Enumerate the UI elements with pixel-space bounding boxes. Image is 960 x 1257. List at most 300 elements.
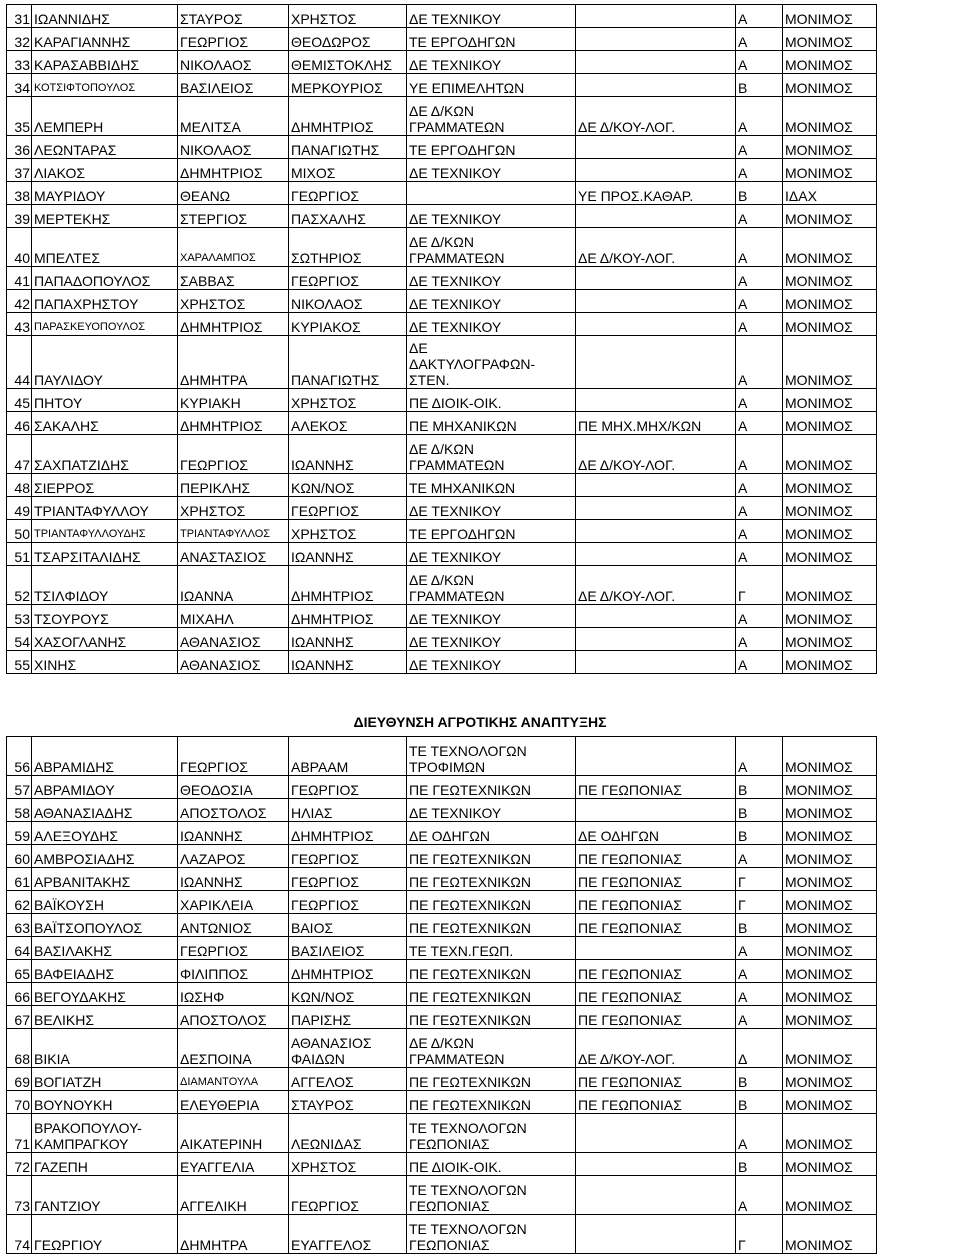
cell-branch: ΤΕ ΤΕΧΝΟΛΟΓΩΝ ΤΡΟΦΙΜΩΝ — [407, 737, 576, 776]
cell-status: ΜΟΝΙΜΟΣ — [783, 435, 877, 474]
cell-father: ΙΩΑΝΝΗΣ — [289, 628, 407, 651]
cell-no: 65 — [7, 960, 32, 983]
table-row — [7, 97, 877, 136]
cell-grade: Α — [736, 520, 783, 543]
cell-no: 61 — [7, 868, 32, 891]
cell-surname: ΚΑΡΑΣΑΒΒΙΔΗΣ — [32, 51, 178, 74]
cell-surname: ΤΣΑΡΣΙΤΑΛΙΔΗΣ — [32, 543, 178, 566]
cell-status: ΜΟΝΙΜΟΣ — [783, 566, 877, 605]
table-row — [7, 267, 877, 290]
cell-father: ΔΗΜΗΤΡΙΟΣ — [289, 566, 407, 605]
cell-grade: Α — [736, 845, 783, 868]
staff-table-2 — [6, 736, 877, 1254]
cell-surname: ΒΙΚΙΑ — [32, 1029, 178, 1068]
cell-father: ΛΕΩΝΙΔΑΣ — [289, 1114, 407, 1153]
cell-spec: ΠΕ ΓΕΩΠΟΝΙΑΣ — [576, 868, 736, 891]
table-row — [7, 1006, 877, 1029]
cell-name: ΑΠΟΣΤΟΛΟΣ — [178, 799, 289, 822]
cell-no: 71 — [7, 1114, 32, 1153]
cell-surname: ΧΙΝΗΣ — [32, 651, 178, 674]
cell-grade: Β — [736, 914, 783, 937]
cell-name: ΒΑΣΙΛΕΙΟΣ — [178, 74, 289, 97]
cell-surname: ΤΡΙΑΝΤΑΦΥΛΛΟΥΔΗΣ — [32, 520, 178, 543]
cell-father: ΑΓΓΕΛΟΣ — [289, 1068, 407, 1091]
cell-no: 72 — [7, 1153, 32, 1176]
cell-no: 43 — [7, 313, 32, 336]
table-row — [7, 605, 877, 628]
cell-father: ΝΙΚΟΛΑΟΣ — [289, 290, 407, 313]
cell-surname: ΓΕΩΡΓΙΟΥ — [32, 1215, 178, 1254]
cell-surname: ΑΒΡΑΜΙΔΟΥ — [32, 776, 178, 799]
cell-grade: Α — [736, 97, 783, 136]
section-heading: ΔΙΕΥΘΥΝΣΗ ΑΓΡΟΤΙΚΗΣ ΑΝΑΠΤΥΞΗΣ — [353, 714, 607, 730]
cell-name: ΝΙΚΟΛΑΟΣ — [178, 136, 289, 159]
cell-no: 59 — [7, 822, 32, 845]
cell-surname: ΤΣΟΥΡΟΥΣ — [32, 605, 178, 628]
cell-grade: Β — [736, 799, 783, 822]
cell-branch: ΠΕ ΓΕΩΤΕΧΝΙΚΩΝ — [407, 914, 576, 937]
cell-status: ΜΟΝΙΜΟΣ — [783, 960, 877, 983]
cell-branch: ΥΕ ΕΠΙΜΕΛΗΤΩΝ — [407, 74, 576, 97]
cell-surname: ΠΑΠΑΧΡΗΣΤΟΥ — [32, 290, 178, 313]
cell-father: ΑΛΕΚΟΣ — [289, 412, 407, 435]
cell-grade: Γ — [736, 868, 783, 891]
cell-father: ΠΑΝΑΓΙΩΤΗΣ — [289, 336, 407, 389]
cell-spec: ΠΕ ΓΕΩΠΟΝΙΑΣ — [576, 983, 736, 1006]
table-row — [7, 776, 877, 799]
cell-spec — [576, 605, 736, 628]
cell-father: ΠΑΣΧΑΛΗΣ — [289, 205, 407, 228]
cell-branch: ΔΕ ΤΕΧΝΙΚΟΥ — [407, 159, 576, 182]
cell-branch: ΔΕ ΤΕΧΝΙΚΟΥ — [407, 651, 576, 674]
table-row — [7, 182, 877, 205]
cell-father: ΔΗΜΗΤΡΙΟΣ — [289, 960, 407, 983]
cell-branch: ΔΕ ΤΕΧΝΙΚΟΥ — [407, 205, 576, 228]
cell-spec — [576, 389, 736, 412]
cell-status: ΜΟΝΙΜΟΣ — [783, 474, 877, 497]
cell-grade: Β — [736, 822, 783, 845]
cell-surname: ΒΑΣΙΛΑΚΗΣ — [32, 937, 178, 960]
cell-grade: Α — [736, 267, 783, 290]
cell-grade: Α — [736, 737, 783, 776]
cell-status: ΜΟΝΙΜΟΣ — [783, 1215, 877, 1254]
cell-no: 45 — [7, 389, 32, 412]
cell-no: 41 — [7, 267, 32, 290]
cell-no: 55 — [7, 651, 32, 674]
cell-spec — [576, 51, 736, 74]
cell-grade: Α — [736, 983, 783, 1006]
cell-surname: ΒΡΑΚΟΠΟΥΛΟΥ- ΚΑΜΠΡΑΓΚΟΥ — [32, 1114, 178, 1153]
cell-grade: Β — [736, 1091, 783, 1114]
cell-name: ΚΥΡΙΑΚΗ — [178, 389, 289, 412]
cell-father: ΑΒΡΑΑΜ — [289, 737, 407, 776]
cell-name: ΑΓΓΕΛΙΚΗ — [178, 1176, 289, 1215]
cell-grade: Α — [736, 336, 783, 389]
cell-surname: ΜΕΡΤΕΚΗΣ — [32, 205, 178, 228]
cell-surname: ΣΙΕΡΡΟΣ — [32, 474, 178, 497]
cell-no: 49 — [7, 497, 32, 520]
cell-no: 73 — [7, 1176, 32, 1215]
cell-spec: ΠΕ ΓΕΩΠΟΝΙΑΣ — [576, 1068, 736, 1091]
cell-grade: Α — [736, 389, 783, 412]
cell-name: ΑΙΚΑΤΕΡΙΝΗ — [178, 1114, 289, 1153]
table-row — [7, 799, 877, 822]
table-row — [7, 983, 877, 1006]
table-row — [7, 566, 877, 605]
cell-name: ΘΕΑΝΩ — [178, 182, 289, 205]
cell-surname: ΑΘΑΝΑΣΙΑΔΗΣ — [32, 799, 178, 822]
cell-no: 67 — [7, 1006, 32, 1029]
cell-branch: ΔΕ ΤΕΧΝΙΚΟΥ — [407, 51, 576, 74]
cell-surname: ΛΕΩΝΤΑΡΑΣ — [32, 136, 178, 159]
cell-no: 46 — [7, 412, 32, 435]
cell-surname: ΜΑΥΡΙΔΟΥ — [32, 182, 178, 205]
cell-branch: ΤΕ ΕΡΓΟΔΗΓΩΝ — [407, 136, 576, 159]
cell-father: ΔΗΜΗΤΡΙΟΣ — [289, 605, 407, 628]
table-row — [7, 389, 877, 412]
cell-status: ΜΟΝΙΜΟΣ — [783, 937, 877, 960]
cell-spec: ΠΕ ΓΕΩΠΟΝΙΑΣ — [576, 1006, 736, 1029]
table-row — [7, 891, 877, 914]
cell-spec — [576, 74, 736, 97]
cell-spec: ΔΕ ΟΔΗΓΩΝ — [576, 822, 736, 845]
table-row — [7, 412, 877, 435]
cell-status: ΜΟΝΙΜΟΣ — [783, 74, 877, 97]
table-row — [7, 28, 877, 51]
table-row — [7, 313, 877, 336]
cell-father: ΓΕΩΡΓΙΟΣ — [289, 845, 407, 868]
cell-name: ΙΩΑΝΝΑ — [178, 566, 289, 605]
cell-father: ΚΥΡΙΑΚΟΣ — [289, 313, 407, 336]
cell-surname: ΠΑΡΑΣΚΕΥΟΠΟΥΛΟΣ — [32, 313, 178, 336]
cell-grade: Γ — [736, 566, 783, 605]
cell-status: ΜΟΝΙΜΟΣ — [783, 628, 877, 651]
cell-surname: ΙΩΑΝΝΙΔΗΣ — [32, 5, 178, 28]
cell-spec — [576, 543, 736, 566]
cell-grade: Α — [736, 435, 783, 474]
cell-grade: Α — [736, 290, 783, 313]
cell-status: ΜΟΝΙΜΟΣ — [783, 1153, 877, 1176]
cell-no: 31 — [7, 5, 32, 28]
cell-name: ΑΝΑΣΤΑΣΙΟΣ — [178, 543, 289, 566]
cell-name: ΔΕΣΠΟΙΝΑ — [178, 1029, 289, 1068]
cell-father: ΚΩΝ/ΝΟΣ — [289, 474, 407, 497]
cell-no: 47 — [7, 435, 32, 474]
cell-branch: ΔΕ ΤΕΧΝΙΚΟΥ — [407, 799, 576, 822]
cell-branch: ΔΕ ΔΑΚΤΥΛΟΓΡΑΦΩΝ- ΣΤΕΝ. — [407, 336, 576, 389]
cell-spec — [576, 651, 736, 674]
cell-spec: ΔΕ Δ/ΚΟΥ-ΛΟΓ. — [576, 228, 736, 267]
cell-status: ΜΟΝΙΜΟΣ — [783, 1068, 877, 1091]
cell-status: ΜΟΝΙΜΟΣ — [783, 520, 877, 543]
cell-no: 34 — [7, 74, 32, 97]
cell-spec: ΔΕ Δ/ΚΟΥ-ΛΟΓ. — [576, 1029, 736, 1068]
cell-spec — [576, 799, 736, 822]
cell-no: 66 — [7, 983, 32, 1006]
cell-no: 69 — [7, 1068, 32, 1091]
cell-name: ΧΡΗΣΤΟΣ — [178, 497, 289, 520]
cell-grade: Γ — [736, 891, 783, 914]
cell-spec: ΠΕ ΓΕΩΠΟΝΙΑΣ — [576, 1091, 736, 1114]
cell-branch: ΠΕ ΓΕΩΤΕΧΝΙΚΩΝ — [407, 1006, 576, 1029]
cell-branch: ΤΕ ΕΡΓΟΔΗΓΩΝ — [407, 520, 576, 543]
cell-branch: ΤΕ ΕΡΓΟΔΗΓΩΝ — [407, 28, 576, 51]
cell-spec — [576, 628, 736, 651]
cell-status: ΜΟΝΙΜΟΣ — [783, 543, 877, 566]
cell-status: ΜΟΝΙΜΟΣ — [783, 891, 877, 914]
cell-branch: ΔΕ Δ/ΚΩΝ ΓΡΑΜΜΑΤΕΩΝ — [407, 435, 576, 474]
cell-surname: ΤΣΙΛΦΙΔΟΥ — [32, 566, 178, 605]
cell-name: ΝΙΚΟΛΑΟΣ — [178, 51, 289, 74]
cell-branch: ΠΕ ΓΕΩΤΕΧΝΙΚΩΝ — [407, 983, 576, 1006]
cell-status: ΜΟΝΙΜΟΣ — [783, 983, 877, 1006]
cell-grade: Β — [736, 74, 783, 97]
cell-grade: Α — [736, 1114, 783, 1153]
cell-branch: ΔΕ Δ/ΚΩΝ ΓΡΑΜΜΑΤΕΩΝ — [407, 1029, 576, 1068]
cell-surname: ΒΕΓΟΥΔΑΚΗΣ — [32, 983, 178, 1006]
table-row — [7, 960, 877, 983]
table-row — [7, 822, 877, 845]
cell-father: ΠΑΝΑΓΙΩΤΗΣ — [289, 136, 407, 159]
cell-spec — [576, 520, 736, 543]
cell-surname: ΜΠΕΛΤΕΣ — [32, 228, 178, 267]
cell-spec: ΥΕ ΠΡΟΣ.ΚΑΘΑΡ. — [576, 182, 736, 205]
cell-father: ΙΩΑΝΝΗΣ — [289, 435, 407, 474]
cell-father: ΔΗΜΗΤΡΙΟΣ — [289, 822, 407, 845]
cell-status: ΜΟΝΙΜΟΣ — [783, 290, 877, 313]
cell-grade: Α — [736, 159, 783, 182]
table-row — [7, 1176, 877, 1215]
cell-name: ΜΕΛΙΤΣΑ — [178, 97, 289, 136]
cell-name: ΣΤΑΥΡΟΣ — [178, 5, 289, 28]
cell-no: 50 — [7, 520, 32, 543]
cell-father: ΓΕΩΡΓΙΟΣ — [289, 1176, 407, 1215]
cell-status: ΜΟΝΙΜΟΣ — [783, 1176, 877, 1215]
cell-branch: ΔΕ ΤΕΧΝΙΚΟΥ — [407, 543, 576, 566]
cell-grade: Α — [736, 412, 783, 435]
cell-branch: ΔΕ ΤΕΧΝΙΚΟΥ — [407, 290, 576, 313]
cell-status: ΜΟΝΙΜΟΣ — [783, 5, 877, 28]
cell-name: ΓΕΩΡΓΙΟΣ — [178, 937, 289, 960]
cell-no: 54 — [7, 628, 32, 651]
cell-father: ΗΛΙΑΣ — [289, 799, 407, 822]
cell-branch: ΠΕ ΓΕΩΤΕΧΝΙΚΩΝ — [407, 891, 576, 914]
cell-surname: ΑΒΡΑΜΙΔΗΣ — [32, 737, 178, 776]
cell-name: ΦΙΛΙΠΠΟΣ — [178, 960, 289, 983]
cell-name: ΓΕΩΡΓΙΟΣ — [178, 435, 289, 474]
table-row — [7, 51, 877, 74]
cell-branch: ΤΕ ΜΗΧΑΝΙΚΩΝ — [407, 474, 576, 497]
cell-father: ΧΡΗΣΤΟΣ — [289, 520, 407, 543]
cell-father: ΓΕΩΡΓΙΟΣ — [289, 267, 407, 290]
cell-spec — [576, 1114, 736, 1153]
cell-spec — [576, 474, 736, 497]
table-row — [7, 336, 877, 389]
cell-status: ΜΟΝΙΜΟΣ — [783, 845, 877, 868]
cell-spec — [576, 136, 736, 159]
cell-branch: ΠΕ ΜΗΧΑΝΙΚΩΝ — [407, 412, 576, 435]
cell-branch: ΤΕ ΤΕΧΝΟΛΟΓΩΝ ΓΕΩΠΟΝΙΑΣ — [407, 1176, 576, 1215]
cell-no: 48 — [7, 474, 32, 497]
table-row — [7, 1215, 877, 1254]
cell-status: ΜΟΝΙΜΟΣ — [783, 737, 877, 776]
cell-status: ΜΟΝΙΜΟΣ — [783, 868, 877, 891]
cell-father: ΔΗΜΗΤΡΙΟΣ — [289, 97, 407, 136]
cell-father: ΣΩΤΗΡΙΟΣ — [289, 228, 407, 267]
cell-surname: ΒΟΓΙΑΤΖΗ — [32, 1068, 178, 1091]
cell-grade: Α — [736, 628, 783, 651]
cell-father: ΧΡΗΣΤΟΣ — [289, 5, 407, 28]
cell-no: 52 — [7, 566, 32, 605]
cell-surname: ΤΡΙΑΝΤΑΦΥΛΛΟΥ — [32, 497, 178, 520]
table-row — [7, 651, 877, 674]
cell-name: ΔΗΜΗΤΡΑ — [178, 336, 289, 389]
cell-grade: Α — [736, 1176, 783, 1215]
cell-spec — [576, 737, 736, 776]
cell-name: ΣΑΒΒΑΣ — [178, 267, 289, 290]
cell-father: ΘΕΟΔΩΡΟΣ — [289, 28, 407, 51]
cell-no: 36 — [7, 136, 32, 159]
cell-status: ΜΟΝΙΜΟΣ — [783, 497, 877, 520]
cell-branch: ΔΕ ΤΕΧΝΙΚΟΥ — [407, 605, 576, 628]
cell-father: ΓΕΩΡΓΙΟΣ — [289, 868, 407, 891]
cell-father: ΜΕΡΚΟΥΡΙΟΣ — [289, 74, 407, 97]
cell-no: 42 — [7, 290, 32, 313]
cell-branch: ΠΕ ΔΙΟΙΚ-ΟΙΚ. — [407, 1153, 576, 1176]
cell-grade: Α — [736, 228, 783, 267]
cell-branch: ΤΕ ΤΕΧΝΟΛΟΓΩΝ ΓΕΩΠΟΝΙΑΣ — [407, 1215, 576, 1254]
cell-name: ΙΩΑΝΝΗΣ — [178, 822, 289, 845]
cell-grade: Β — [736, 1153, 783, 1176]
cell-name: ΧΑΡΙΚΛΕΙΑ — [178, 891, 289, 914]
table-row — [7, 1114, 877, 1153]
cell-status: ΜΟΝΙΜΟΣ — [783, 389, 877, 412]
cell-spec: ΠΕ ΜΗΧ.ΜΗΧ/ΚΩΝ — [576, 412, 736, 435]
table-row — [7, 845, 877, 868]
cell-no: 60 — [7, 845, 32, 868]
cell-branch: ΔΕ ΤΕΧΝΙΚΟΥ — [407, 628, 576, 651]
table-row — [7, 205, 877, 228]
cell-status: ΜΟΝΙΜΟΣ — [783, 228, 877, 267]
cell-surname: ΓΑΝΤΖΙΟΥ — [32, 1176, 178, 1215]
table-row — [7, 1153, 877, 1176]
cell-no: 33 — [7, 51, 32, 74]
cell-spec — [576, 159, 736, 182]
cell-grade: Α — [736, 651, 783, 674]
cell-surname: ΠΑΠΑΔΟΠΟΥΛΟΣ — [32, 267, 178, 290]
table-row — [7, 497, 877, 520]
cell-grade: Β — [736, 1068, 783, 1091]
cell-no: 74 — [7, 1215, 32, 1254]
cell-surname: ΒΑΪΚΟΥΣΗ — [32, 891, 178, 914]
cell-father: ΙΩΑΝΝΗΣ — [289, 543, 407, 566]
cell-status: ΜΟΝΙΜΟΣ — [783, 1091, 877, 1114]
cell-grade: Α — [736, 51, 783, 74]
table-row — [7, 520, 877, 543]
cell-branch: ΔΕ Δ/ΚΩΝ ΓΡΑΜΜΑΤΕΩΝ — [407, 228, 576, 267]
table-row — [7, 1091, 877, 1114]
cell-branch: ΔΕ Δ/ΚΩΝ ΓΡΑΜΜΑΤΕΩΝ — [407, 566, 576, 605]
cell-name: ΓΕΩΡΓΙΟΣ — [178, 28, 289, 51]
cell-status: ΙΔΑΧ — [783, 182, 877, 205]
cell-branch: ΔΕ ΤΕΧΝΙΚΟΥ — [407, 313, 576, 336]
cell-grade: Α — [736, 136, 783, 159]
cell-grade: Α — [736, 497, 783, 520]
cell-spec — [576, 1176, 736, 1215]
cell-status: ΜΟΝΙΜΟΣ — [783, 822, 877, 845]
cell-spec: ΠΕ ΓΕΩΠΟΝΙΑΣ — [576, 914, 736, 937]
cell-status: ΜΟΝΙΜΟΣ — [783, 1006, 877, 1029]
cell-spec: ΔΕ Δ/ΚΟΥ-ΛΟΓ. — [576, 566, 736, 605]
cell-name: ΣΤΕΡΓΙΟΣ — [178, 205, 289, 228]
cell-status: ΜΟΝΙΜΟΣ — [783, 914, 877, 937]
cell-grade: Α — [736, 5, 783, 28]
cell-no: 70 — [7, 1091, 32, 1114]
cell-branch: ΔΕ Δ/ΚΩΝ ΓΡΑΜΜΑΤΕΩΝ — [407, 97, 576, 136]
cell-status: ΜΟΝΙΜΟΣ — [783, 651, 877, 674]
cell-spec — [576, 5, 736, 28]
cell-status: ΜΟΝΙΜΟΣ — [783, 51, 877, 74]
cell-no: 39 — [7, 205, 32, 228]
cell-no: 35 — [7, 97, 32, 136]
cell-spec: ΠΕ ΓΕΩΠΟΝΙΑΣ — [576, 845, 736, 868]
cell-no: 53 — [7, 605, 32, 628]
cell-father: ΠΑΡΙΣΗΣ — [289, 1006, 407, 1029]
cell-grade: Γ — [736, 1215, 783, 1254]
cell-no: 51 — [7, 543, 32, 566]
cell-no: 62 — [7, 891, 32, 914]
table-row — [7, 737, 877, 776]
cell-status: ΜΟΝΙΜΟΣ — [783, 412, 877, 435]
cell-no: 68 — [7, 1029, 32, 1068]
cell-spec — [576, 313, 736, 336]
cell-spec: ΔΕ Δ/ΚΟΥ-ΛΟΓ. — [576, 435, 736, 474]
table-row — [7, 937, 877, 960]
cell-surname: ΑΜΒΡΟΣΙΑΔΗΣ — [32, 845, 178, 868]
cell-status: ΜΟΝΙΜΟΣ — [783, 605, 877, 628]
staff-table-1 — [6, 4, 877, 674]
table-row — [7, 914, 877, 937]
cell-status: ΜΟΝΙΜΟΣ — [783, 1114, 877, 1153]
cell-father: ΙΩΑΝΝΗΣ — [289, 651, 407, 674]
cell-name: ΑΠΟΣΤΟΛΟΣ — [178, 1006, 289, 1029]
staff-table-1-body — [7, 5, 877, 674]
cell-grade: Α — [736, 474, 783, 497]
cell-grade: Α — [736, 605, 783, 628]
cell-no: 32 — [7, 28, 32, 51]
cell-status: ΜΟΝΙΜΟΣ — [783, 313, 877, 336]
cell-surname: ΑΛΕΞΟΥΔΗΣ — [32, 822, 178, 845]
cell-branch: ΔΕ ΟΔΗΓΩΝ — [407, 822, 576, 845]
cell-surname: ΣΑΧΠΑΤΖΙΔΗΣ — [32, 435, 178, 474]
cell-name: ΔΙΑΜΑΝΤΟΥΛΑ — [178, 1068, 289, 1091]
cell-surname: ΛΙΑΚΟΣ — [32, 159, 178, 182]
cell-spec — [576, 336, 736, 389]
cell-branch: ΠΕ ΔΙΟΙΚ-ΟΙΚ. — [407, 389, 576, 412]
cell-no: 56 — [7, 737, 32, 776]
table-row — [7, 290, 877, 313]
cell-branch: ΠΕ ΓΕΩΤΕΧΝΙΚΩΝ — [407, 1091, 576, 1114]
cell-surname: ΑΡΒΑΝΙΤΑΚΗΣ — [32, 868, 178, 891]
cell-grade: Β — [736, 182, 783, 205]
cell-father: ΕΥΑΓΓΕΛΟΣ — [289, 1215, 407, 1254]
cell-grade: Α — [736, 313, 783, 336]
cell-branch: ΠΕ ΓΕΩΤΕΧΝΙΚΩΝ — [407, 868, 576, 891]
cell-status: ΜΟΝΙΜΟΣ — [783, 799, 877, 822]
table-row — [7, 868, 877, 891]
cell-name: ΘΕΟΔΟΣΙΑ — [178, 776, 289, 799]
cell-surname: ΒΑΦΕΙΑΔΗΣ — [32, 960, 178, 983]
